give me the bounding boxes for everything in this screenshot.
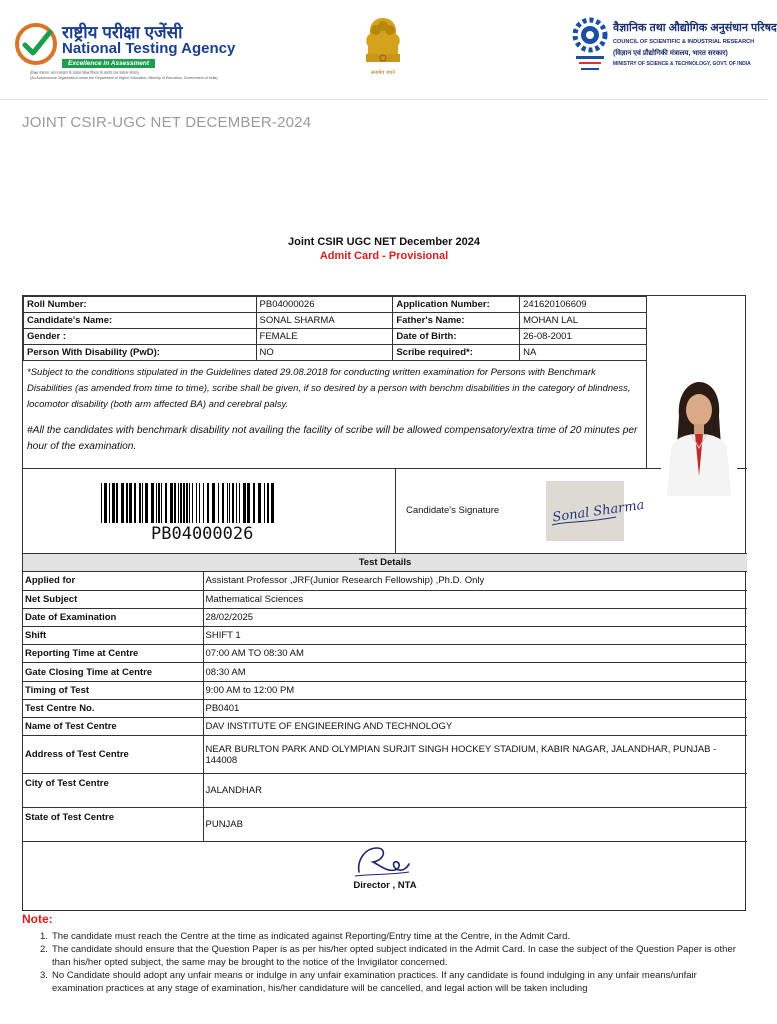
emblem-motto: सत्यमेव जयते: [370, 70, 396, 76]
director-label: Director , NTA: [353, 880, 417, 891]
disability-notes: [23, 361, 647, 469]
net-subject: Mathematical Sciences: [203, 590, 747, 608]
compensatory-time-note: #All the candidates with benchmark disability not availing the facility of scribe will be allowed compensatory/extra time of 20 minutes per hour of the examination.: [27, 425, 638, 452]
barcode-bar: [126, 483, 128, 523]
barcode-bar: [170, 483, 173, 523]
nta-logo: [14, 14, 236, 84]
barcode-bar: [165, 483, 167, 523]
table-row: Gate Closing Time at Centre 08:30 AM: [23, 663, 747, 681]
barcode-bar: [199, 483, 200, 523]
barcode-bar: [116, 483, 118, 523]
barcode-bar: [222, 483, 224, 523]
nta-name: National Testing Agency: [62, 40, 236, 57]
barcode-bar: [178, 483, 179, 523]
barcode-bar: [229, 483, 230, 523]
pwd-status: NO: [256, 345, 393, 361]
barcode-bar: [139, 483, 141, 523]
director-signature-block: [23, 838, 747, 912]
nta-subtitle: (शिक्षा मंत्रालय, भारत सरकार के उच्चतर शिक्षा विभाग के अंतर्गत एक स्वायत्त संगठन) (An Autonomous Organization under the Department of Higher Education, Ministry of Education, Government of India): [30, 71, 218, 80]
nta-hindi-name: राष्ट्रीय परीक्षा एजेंसी: [62, 23, 183, 42]
candidate-name: SONAL SHARMA: [256, 313, 393, 329]
barcode-bar: [196, 483, 197, 523]
barcode-bar: [186, 483, 188, 523]
list-item: 3. No Candidate should adopt any unfair means or indulge in any unfair examination practices. If any candidate is found indulging in any unfair means/unfair examination practices at any stage of examination, his/her candidature will be cancelled, and legal action will be taken including: [40, 970, 697, 994]
shift: SHIFT 1: [203, 627, 747, 645]
scribe-required: NA: [520, 345, 647, 361]
test-centre-city: JALANDHAR: [203, 774, 747, 808]
barcode-bar: [101, 483, 102, 523]
signature-text: Sonal Sharma: [551, 497, 646, 526]
barcode-bar: [264, 483, 265, 523]
barcode-bar: [156, 483, 157, 523]
table-row: Address of Test Centre NEAR BURLTON PARK AND OLYMPIAN SURJIT SINGH HOCKEY STADIUM, KABIR NAGAR, JALANDHAR, PUNJAB - 144008: [23, 736, 747, 774]
signature-label: Candidate's Signature: [406, 505, 500, 516]
barcode-bar: [227, 483, 228, 523]
barcode-bar: [267, 483, 269, 523]
list-item: 1. The candidate must reach the Centre at the time as indicated against Reporting/Entry time at the Centre, in the Admit Card.: [40, 931, 571, 942]
barcode-bar: [218, 483, 219, 523]
page-header: [0, 0, 777, 100]
photo-cell: [647, 296, 747, 469]
table-row: State of Test Centre PUNJAB: [23, 808, 747, 842]
barcode-bar: [236, 483, 237, 523]
barcode-bar: [109, 483, 110, 523]
barcode-bar: [207, 483, 209, 523]
barcode-bar: [158, 483, 160, 523]
barcode-bar: [104, 483, 107, 523]
state-emblem: [356, 14, 410, 80]
csir-ministry-hindi: (विज्ञान एवं प्रौद्योगिकी मंत्रालय, भारत सरकार): [613, 50, 728, 57]
barcode-bar: [189, 483, 190, 523]
csir-ministry: MINISTRY OF SCIENCE & TECHNOLOGY, GOVT. OF INDIA: [613, 61, 751, 67]
admit-card-title: Joint CSIR UGC NET December 2024: [288, 236, 480, 248]
table-row: Test Centre No. PB0401: [23, 699, 747, 717]
exam-title: JOINT CSIR-UGC NET DECEMBER-2024: [22, 114, 312, 131]
exam-date: 28/02/2025: [203, 608, 747, 626]
date-of-birth: 26-08-2001: [520, 329, 647, 345]
table-row: Net Subject Mathematical Sciences: [23, 590, 747, 608]
table-row: City of Test Centre JALANDHAR: [23, 774, 747, 808]
table-row: Candidate's Name: SONAL SHARMA Father's Name: MOHAN LAL: [24, 313, 647, 329]
father-name: MOHAN LAL: [520, 313, 647, 329]
barcode-bar: [174, 483, 176, 523]
test-centre-name: DAV INSTITUTE OF ENGINEERING AND TECHNOLOGY: [203, 718, 747, 736]
barcode-bar: [145, 483, 148, 523]
barcode-bar: [161, 483, 162, 523]
csir-hindi-name: वैज्ञानिक तथा औद्योगिक अनुसंधान परिषद: [613, 22, 777, 34]
barcode-bar: [253, 483, 255, 523]
csir-logo: [571, 16, 777, 80]
roll-number: PB04000026: [256, 297, 393, 313]
table-row: Applied for Assistant Professor ,JRF(Junior Research Fellowship) ,Ph.D. Only: [23, 572, 747, 590]
gate-closing-time: 08:30 AM: [203, 663, 747, 681]
list-item: 2. The candidate should ensure that the Question Paper is as per his/her opted subject indicated in the Admit Card. In case the subject of the Question Paper is other than his/her opted subject, the same may be brought to the notice of the Invigilator concerned.: [40, 944, 736, 968]
barcode: [101, 483, 277, 523]
barcode-bar: [232, 483, 234, 523]
barcode-bar: [239, 483, 240, 523]
barcode-bar: [247, 483, 250, 523]
csir-gear-icon: [571, 16, 609, 76]
barcode-bar: [142, 483, 143, 523]
barcode-bar: [192, 483, 193, 523]
instructions-list: [40, 930, 742, 995]
barcode-bar: [243, 483, 246, 523]
scribe-note: *Subject to the conditions stipulated in the Guidelines dated 29.08.2018 for conducting written examination for Persons with Benchmark Disabilities (as amended from time to time), scribe shall be given, if so desired by a person with benchm disabilities in the category of blindness, locomotor disability (both arm affected BA) and cerebral palsy.: [27, 367, 631, 410]
signature-cell: [395, 469, 648, 554]
application-number: 241620106609: [520, 297, 647, 313]
barcode-bar: [129, 483, 132, 523]
test-centre-address: NEAR BURLTON PARK AND OLYMPIAN SURJIT SINGH HOCKEY STADIUM, KABIR NAGAR, JALANDHAR, PUNJAB - 144008: [203, 736, 747, 774]
barcode-bar: [183, 483, 185, 523]
candidate-info-table: [23, 296, 647, 361]
table-row: Timing of Test 9:00 AM to 12:00 PM: [23, 681, 747, 699]
nta-checkmark-icon: [14, 22, 58, 66]
test-centre-number: PB0401: [203, 699, 747, 717]
barcode-text: PB04000026: [151, 524, 254, 544]
reporting-time: 07:00 AM TO 08:30 AM: [203, 645, 747, 663]
test-centre-state: PUNJAB: [203, 808, 747, 842]
test-details-table: [23, 572, 747, 842]
barcode-bar: [180, 483, 182, 523]
table-row: Person With Disability (PwD): NO Scribe required*: NA: [24, 345, 647, 361]
table-row: Reporting Time at Centre 07:00 AM TO 08:30 AM: [23, 645, 747, 663]
admit-card: [22, 295, 746, 911]
barcode-bar: [271, 483, 274, 523]
note-heading: Note:: [22, 912, 53, 926]
table-row: Name of Test Centre DAV INSTITUTE OF ENGINEERING AND TECHNOLOGY: [23, 718, 747, 736]
table-row: Gender : FEMALE Date of Birth: 26-08-2001: [24, 329, 647, 345]
barcode-bar: [134, 483, 136, 523]
director-signature: [351, 842, 413, 880]
admit-card-subtitle: Admit Card - Provisional: [319, 250, 449, 262]
barcode-bar: [203, 483, 204, 523]
applied-for: Assistant Professor ,JRF(Junior Research Fellowship) ,Ph.D. Only: [203, 572, 747, 590]
barcode-bar: [112, 483, 115, 523]
barcode-bar: [151, 483, 154, 523]
barcode-bar: [121, 483, 124, 523]
ashoka-emblem-icon: [356, 14, 410, 70]
gender: FEMALE: [256, 329, 393, 345]
csir-name: COUNCIL OF SCIENTIFIC & INDUSTRIAL RESEARCH: [613, 39, 755, 45]
barcode-signature-row: [23, 469, 747, 554]
candidate-signature: [546, 481, 646, 541]
table-row: Date of Examination 28/02/2025: [23, 608, 747, 626]
barcode-bar: [258, 483, 261, 523]
test-timing: 9:00 AM to 12:00 PM: [203, 681, 747, 699]
barcode-bar: [212, 483, 215, 523]
test-details-title: Test Details: [23, 554, 747, 572]
table-row: Shift SHIFT 1: [23, 627, 747, 645]
nta-tagline: Excellence in Assessment: [62, 59, 155, 68]
table-row: Roll Number: PB04000026 Application Number: 241620106609: [24, 297, 647, 313]
admit-card-heading: [0, 236, 768, 262]
